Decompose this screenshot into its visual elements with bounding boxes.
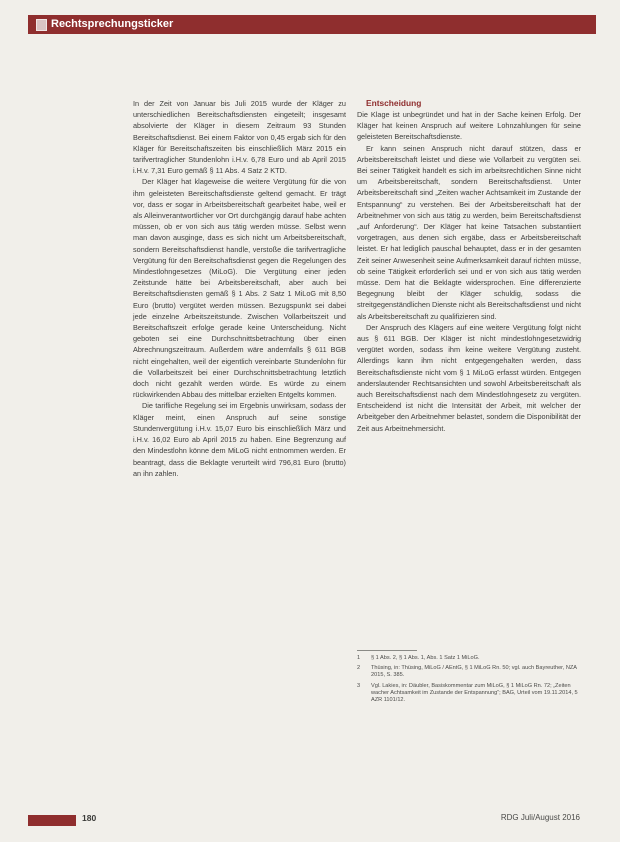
page-number: 180 xyxy=(82,813,97,823)
footnote-text: § 1 Abs. 2, § 1 Abs. 1, Abs. 1 Satz 1 MiLoG. xyxy=(371,655,480,661)
footnote xyxy=(357,665,579,679)
right-text-column xyxy=(357,98,581,434)
section-header-title: Rechtsprechungsticker xyxy=(51,18,174,30)
footnote xyxy=(357,655,579,662)
paragraph: Der Kläger hat klageweise die weitere Vergütung für die von ihm geleisteten Bereitschaftsdienste geltend gemacht. Er trägt vor, dass er sogar in Arbeitsbereitschaft gearbeitet habe, weil er als Alleinverantwortlicher vor Ort durchgängig darauf habe achten müssen, ob er von sich aus tätig werden müsse. Selbst wenn man davon ausginge, dass es sich nicht um Arbeitsbereitschaft, sondern Bereitschaftsdienst handle, verstoße die tarifvertragliche Vergütung für den Bereitschaftsdienst gegen die Regelungen des Mindestlohngesetzes (MiLoG). Die Vergütung einer jeden Zeitstunde hätte bei Arbeitsbereitschaft, aber auch bei Bereitschaftsdiensten gemäß § 1 Abs. 2 Satz 1 MiLoG mit 8,50 Euro (brutto) vergütet werden müssen. Bezugspunkt sei dabei jede einzelne Arbeitszeitstunde. Zwischen Vollarbeitszeit und Bereitschaftszeit erfolge gerade keine Unterscheidung. Nicht geboten sei eine Durchschnittsbetrachtung über einen Abrechnungszeitraum. Außerdem wäre andernfalls § 611 BGB nicht eingehalten, weil der eigentlich vereinbarte Stundenlohn für die Vollarbeitszeit bei einer Durchschnittsbetrachtung letztlich doch nicht gezahlt werden würde. Es würde zu einem rückwirkenden Abbau des mittelbar erzielten Entgelts kommen. xyxy=(133,177,346,400)
paragraph: Die Klage ist unbegründet und hat in der Sache keinen Erfolg. Der Kläger hat keinen Anspruch auf weitere Lohnzahlungen für seine geleisteten Bereitschaftsdienste. xyxy=(357,110,581,142)
journal-issue: RDG Juli/August 2016 xyxy=(500,813,580,822)
paragraph: Er kann seinen Anspruch nicht darauf stützen, dass er Arbeitsbereitschaft leistet und diese wie Vollarbeit zu vergüten sei. Bei seiner Tätigkeit handelt es sich im arbeitsrechtlichen Sinne nicht um Arbeitsbereitschaft, sondern Bereitschaftsdienst. Unter Arbeitsbereitschaft sind „Zeiten wacher Achtsamkeit im Zustande der Entspannung“ zu verstehen. Bei der Arbeitsbereitschaft hat der Arbeitnehmer von sich aus tätig zu werden, beim Bereitschaftsdienst „auf Anforderung“. Der Kläger hat keine Tatsachen substantiiert vorgetragen, aus denen sich ergäbe, dass er Arbeitsbereitschaft leistet. Er hat lediglich pauschal behauptet, dass er in der gesamten Zeit seiner Anwesenheit seine Aufmerksamkeit darauf richten müsse, ob seine Tätigkeit erforderlich sei und er von sich aus tätig werden müsse. Dem hat die Beklagte widersprochen. Eine differenzierte Begegnung bleibt der Kläger schuldig, sodass die streitgegenständlichen Dienste nicht als Bereitschaftsdienst und nicht als Arbeitsbereitschaft zu qualifizieren sind. xyxy=(357,143,581,321)
footer-accent-bar xyxy=(28,815,76,826)
footnote-number: 2 xyxy=(357,665,361,672)
footnote xyxy=(357,683,579,705)
left-text-column xyxy=(133,98,346,479)
footnote-number: 3 xyxy=(357,682,361,689)
paragraph: Die tarifliche Regelung sei im Ergebnis unwirksam, sodass der Kläger meint, einen Anspruch auf seine sonstige Stundenvergütung i.H.v. 15,07 Euro bis einschließlich März und i.H.v. 16,02 Euro ab April 2015 zu haben. Eine Begrenzung auf den Mindestlohn könne dem MiLoG nicht entnommen werden. Er beantragt, dass die Beklagte verurteilt wird 796,81 Euro (brutto) an ihn zahlen. xyxy=(133,401,346,478)
footnote-number: 1 xyxy=(357,655,361,661)
header-square-icon xyxy=(36,19,47,31)
paragraph: In der Zeit von Januar bis Juli 2015 wurde der Kläger zu unterschiedlichen Bereitschaftsdiensten eingeteilt; insgesamt absolvierte der Kläger in diesem Zeitraum 93 Stunden Bereitschaftsdienst. Bei einem Faktor von 0,45 ergab sich für den Kläger für Bereitschaftszeiten bis einschließlich März 2015 ein tarifvertraglicher Stundenlohn i.H.v. 6,78 Euro und ab April 2015 i.H.v. 7,31 Euro gemäß § 11 Abs. 4 Satz 2 KTD. xyxy=(133,99,346,176)
footnotes xyxy=(357,655,579,707)
footnote-text: Vgl. Lakies, in: Däubler, Basiskommentar zum MiLoG, § 1 MiLoG Rn. 72; „Zeiten wacher Achtsamkeit im Zustande der Entspannung“; BAG, Urteil vom 19.11.2014, 5 AZR 1101/12. xyxy=(371,682,578,704)
paragraph: Der Anspruch des Klägers auf eine weitere Vergütung folgt nicht aus § 611 BGB. Der Kläger ist nicht mindestlohngesetzwidrig vergütet worden, sodass ihm keine weitere Vergütung zusteht. Allerdings kann ihm nicht entgegengehalten werden, dass Bereitschaftsdienste nicht vom § 1 MiLoG erfasst würden. Entgegen anderslautender Rechtsansichten und sowohl Arbeitsbereitschaft als auch Bereitschaftsdienst nach dem Mindestlohngesetz zu vergüten. Entscheidend ist nicht die Intensität der Arbeit, mit welcher der Arbeitgeber den Arbeitnehmer belastet, sondern die Disponibilität der Zeit aus Arbeitnehmersicht. xyxy=(357,322,581,433)
footnote-text: Thüsing, in: Thüsing, MiLoG / AEntG, § 1 MiLoG Rn. 50; vgl. auch Bayreuther, NZA 2015, S. 385. xyxy=(371,665,577,679)
footnote-divider xyxy=(357,650,417,651)
decision-heading: Entscheidung xyxy=(366,98,422,108)
